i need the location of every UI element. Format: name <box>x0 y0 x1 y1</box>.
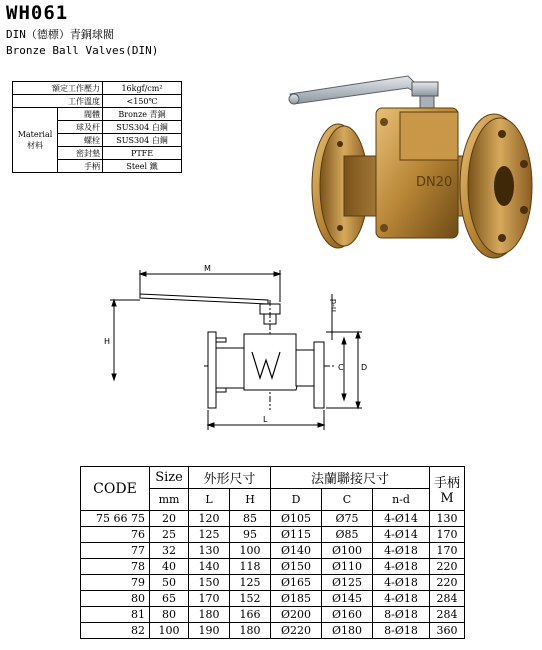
table-header-row <box>81 467 465 489</box>
cell-c: Ø75 <box>322 511 373 527</box>
cell-m: 284 <box>430 607 465 623</box>
technical-drawing <box>100 260 390 435</box>
cell-h: 125 <box>230 575 271 591</box>
cell-code: 79 <box>81 575 150 591</box>
cell-l: 120 <box>189 511 230 527</box>
table-row <box>81 591 465 607</box>
cell-nd: 4-Ø14 <box>373 511 430 527</box>
material-part: 密封墊 <box>58 147 103 160</box>
cell-d: Ø200 <box>271 607 322 623</box>
header-handle-cn: 手柄 <box>433 475 460 491</box>
cell-code: 80 <box>81 591 150 607</box>
dim-label-l: L <box>263 415 268 424</box>
cell-nd: 4-Ø14 <box>373 527 430 543</box>
cell-c: Ø180 <box>322 623 373 639</box>
cell-size: 40 <box>150 559 189 575</box>
spec-temp-label: 工作溫度 <box>13 95 103 108</box>
header-l: L <box>189 489 230 511</box>
cell-size: 80 <box>150 607 189 623</box>
valve-body <box>376 108 458 238</box>
cell-nd: 4-Ø18 <box>373 559 430 575</box>
cell-m: 284 <box>430 591 465 607</box>
cell-nd: 4-Ø18 <box>373 591 430 607</box>
material-value: Bronze 青銅 <box>103 108 182 121</box>
cell-code: 78 <box>81 559 150 575</box>
header-size: Size <box>150 467 189 489</box>
cell-h: 95 <box>230 527 271 543</box>
cell-d: Ø150 <box>271 559 322 575</box>
table-row <box>81 543 465 559</box>
cell-h: 180 <box>230 623 271 639</box>
cell-size: 65 <box>150 591 189 607</box>
header-h: H <box>230 489 271 511</box>
spec-material-label <box>13 108 58 173</box>
subtitle-chinese: DIN（德標）青銅球閥 <box>6 28 114 41</box>
material-label-en: Material <box>17 130 53 139</box>
cell-c: Ø160 <box>322 607 373 623</box>
dim-label-c: C <box>338 363 344 372</box>
cell-l: 130 <box>189 543 230 559</box>
header-handle-m: M <box>440 490 454 506</box>
cell-code: 82 <box>81 623 150 639</box>
cell-size: 100 <box>150 623 189 639</box>
cell-m: 170 <box>430 543 465 559</box>
cell-l: 140 <box>189 559 230 575</box>
dim-label-h: H <box>104 337 111 346</box>
cell-h: 118 <box>230 559 271 575</box>
cell-l: 170 <box>189 591 230 607</box>
cell-l: 190 <box>189 623 230 639</box>
cell-h: 85 <box>230 511 271 527</box>
header-nd: n-d <box>373 489 430 511</box>
cell-c: Ø125 <box>322 575 373 591</box>
material-value: Steel 鐵 <box>103 160 182 173</box>
spec-pressure-value: 16kgf/cm² <box>103 82 182 95</box>
header-code: CODE <box>81 467 150 511</box>
handle-lever <box>289 76 426 104</box>
material-label-cn: 材料 <box>27 141 43 150</box>
cell-d: Ø140 <box>271 543 322 559</box>
spec-temp-value: <150℃ <box>103 95 182 108</box>
cell-code: 81 <box>81 607 150 623</box>
table-row <box>81 559 465 575</box>
cell-m: 170 <box>430 527 465 543</box>
table-row <box>81 511 465 527</box>
dimension-table <box>80 466 465 639</box>
cell-nd: 4-Ø18 <box>373 575 430 591</box>
cell-size: 50 <box>150 575 189 591</box>
cell-c: Ø110 <box>322 559 373 575</box>
material-value: SUS304 白鋼 <box>103 134 182 147</box>
valve-photo <box>280 68 540 268</box>
material-part: 手柄 <box>58 160 103 173</box>
cell-m: 360 <box>430 623 465 639</box>
right-flange <box>460 114 532 258</box>
cell-h: 152 <box>230 591 271 607</box>
cell-size: 20 <box>150 511 189 527</box>
cell-d: Ø185 <box>271 591 322 607</box>
cell-l: 180 <box>189 607 230 623</box>
material-part: 球及杆 <box>58 121 103 134</box>
subtitle-english: Bronze Ball Valves(DIN) <box>6 44 159 57</box>
spec-row-temp <box>13 95 182 108</box>
header-flange: 法蘭聯接尺寸 <box>271 467 430 489</box>
spec-table <box>12 81 182 173</box>
cell-l: 150 <box>189 575 230 591</box>
cell-m: 220 <box>430 559 465 575</box>
material-part: 閥體 <box>58 108 103 121</box>
cell-c: Ø145 <box>322 591 373 607</box>
cell-nd: 8-Ø18 <box>373 623 430 639</box>
body-marking: DN20 <box>416 175 453 190</box>
cell-size: 32 <box>150 543 189 559</box>
table-row <box>81 623 465 639</box>
dim-label-d: D <box>361 363 368 372</box>
cell-code: 77 <box>81 543 150 559</box>
cell-code: 75 66 75 <box>81 511 150 527</box>
cell-nd: 8-Ø18 <box>373 607 430 623</box>
header-handle <box>430 467 465 511</box>
cell-c: Ø100 <box>322 543 373 559</box>
dim-label-m: M <box>204 264 211 273</box>
header-d: D <box>271 489 322 511</box>
table-row <box>81 575 465 591</box>
spec-row-material <box>13 108 182 121</box>
cell-size: 25 <box>150 527 189 543</box>
cell-l: 125 <box>189 527 230 543</box>
material-value: PTFE <box>103 147 182 160</box>
header-outline: 外形尺寸 <box>189 467 271 489</box>
header-size-unit: mm <box>150 489 189 511</box>
cell-m: 130 <box>430 511 465 527</box>
table-row <box>81 607 465 623</box>
spec-row-pressure <box>13 82 182 95</box>
table-row <box>81 527 465 543</box>
cell-c: Ø85 <box>322 527 373 543</box>
dim-label-nd: n-d <box>329 298 338 312</box>
cell-d: Ø115 <box>271 527 322 543</box>
cell-nd: 4-Ø18 <box>373 543 430 559</box>
cell-d: Ø105 <box>271 511 322 527</box>
material-value: SUS304 白鋼 <box>103 121 182 134</box>
cell-m: 220 <box>430 575 465 591</box>
header-c: C <box>322 489 373 511</box>
cell-h: 100 <box>230 543 271 559</box>
page-title: WH061 <box>6 2 69 24</box>
cell-d: Ø165 <box>271 575 322 591</box>
material-part: 螺栓 <box>58 134 103 147</box>
cell-code: 76 <box>81 527 150 543</box>
cell-h: 166 <box>230 607 271 623</box>
spec-pressure-label: 額定工作壓力 <box>13 82 103 95</box>
cell-d: Ø220 <box>271 623 322 639</box>
